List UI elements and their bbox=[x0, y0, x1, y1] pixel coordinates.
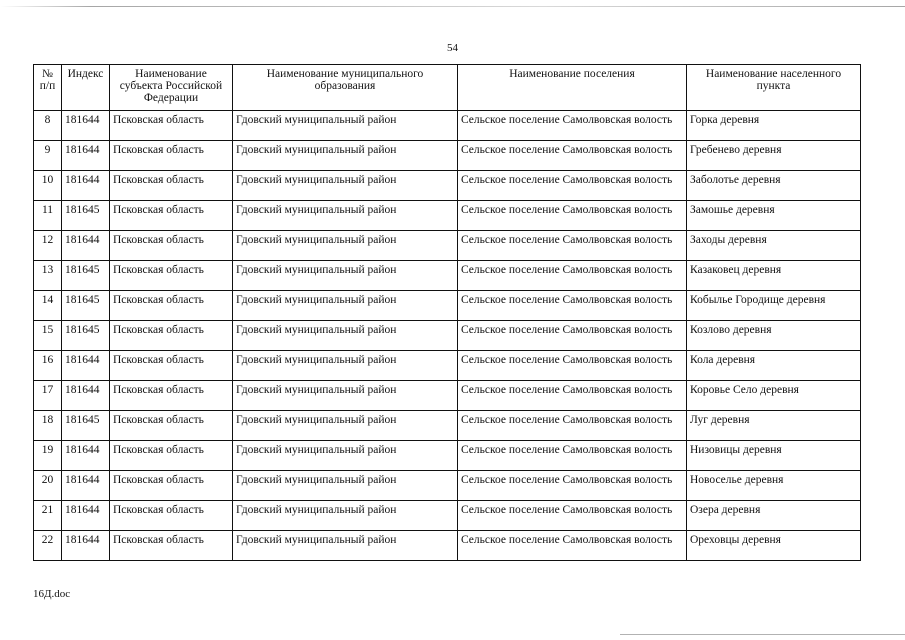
cell-number: 13 bbox=[34, 261, 62, 291]
header-subject: Наименование субъекта Российской Федерации bbox=[110, 65, 233, 111]
cell-index: 181645 bbox=[62, 321, 110, 351]
table-row bbox=[34, 201, 861, 231]
table-row bbox=[34, 441, 861, 471]
cell-subject: Псковская область bbox=[110, 441, 233, 471]
header-settlement: Наименование поселения bbox=[458, 65, 687, 111]
cell-subject: Псковская область bbox=[110, 171, 233, 201]
cell-settlement: Сельское поселение Самолвовская волость bbox=[458, 111, 687, 141]
cell-number: 21 bbox=[34, 501, 62, 531]
header-number: № п/п bbox=[34, 65, 62, 111]
cell-number: 19 bbox=[34, 441, 62, 471]
cell-number: 16 bbox=[34, 351, 62, 381]
cell-locality: Кобылье Городище деревня bbox=[687, 291, 861, 321]
cell-municipality: Гдовский муниципальный район bbox=[233, 471, 458, 501]
cell-subject: Псковская область bbox=[110, 201, 233, 231]
cell-settlement: Сельское поселение Самолвовская волость bbox=[458, 531, 687, 561]
table-row bbox=[34, 261, 861, 291]
cell-index: 181644 bbox=[62, 531, 110, 561]
cell-settlement: Сельское поселение Самолвовская волость bbox=[458, 291, 687, 321]
cell-number: 9 bbox=[34, 141, 62, 171]
cell-number: 11 bbox=[34, 201, 62, 231]
table-row bbox=[34, 321, 861, 351]
cell-index: 181644 bbox=[62, 141, 110, 171]
cell-subject: Псковская область bbox=[110, 351, 233, 381]
scan-edge-bottom bbox=[620, 634, 905, 635]
cell-locality: Новоселье деревня bbox=[687, 471, 861, 501]
cell-municipality: Гдовский муниципальный район bbox=[233, 171, 458, 201]
cell-settlement: Сельское поселение Самолвовская волость bbox=[458, 351, 687, 381]
cell-settlement: Сельское поселение Самолвовская волость bbox=[458, 471, 687, 501]
cell-settlement: Сельское поселение Самолвовская волость bbox=[458, 231, 687, 261]
cell-locality: Озера деревня bbox=[687, 501, 861, 531]
cell-index: 181644 bbox=[62, 471, 110, 501]
cell-index: 181644 bbox=[62, 171, 110, 201]
cell-municipality: Гдовский муниципальный район bbox=[233, 291, 458, 321]
cell-locality: Коровье Село деревня bbox=[687, 381, 861, 411]
table-row bbox=[34, 501, 861, 531]
footer-filename: 16Д.doc bbox=[33, 588, 71, 600]
header-locality: Наименование населенного пункта bbox=[687, 65, 861, 111]
cell-index: 181644 bbox=[62, 381, 110, 411]
cell-index: 181644 bbox=[62, 441, 110, 471]
cell-locality: Замошье деревня bbox=[687, 201, 861, 231]
cell-municipality: Гдовский муниципальный район bbox=[233, 231, 458, 261]
cell-number: 18 bbox=[34, 411, 62, 441]
cell-municipality: Гдовский муниципальный район bbox=[233, 201, 458, 231]
header-municipality: Наименование муниципального образования bbox=[233, 65, 458, 111]
table-row bbox=[34, 291, 861, 321]
cell-municipality: Гдовский муниципальный район bbox=[233, 501, 458, 531]
cell-number: 10 bbox=[34, 171, 62, 201]
cell-subject: Псковская область bbox=[110, 141, 233, 171]
cell-municipality: Гдовский муниципальный район bbox=[233, 321, 458, 351]
cell-settlement: Сельское поселение Самолвовская волость bbox=[458, 321, 687, 351]
cell-locality: Горка деревня bbox=[687, 111, 861, 141]
table-row bbox=[34, 231, 861, 261]
cell-index: 181644 bbox=[62, 111, 110, 141]
cell-subject: Псковская область bbox=[110, 471, 233, 501]
cell-settlement: Сельское поселение Самолвовская волость bbox=[458, 441, 687, 471]
table-row bbox=[34, 411, 861, 441]
cell-municipality: Гдовский муниципальный район bbox=[233, 141, 458, 171]
cell-index: 181645 bbox=[62, 201, 110, 231]
cell-subject: Псковская область bbox=[110, 381, 233, 411]
cell-subject: Псковская область bbox=[110, 111, 233, 141]
cell-number: 12 bbox=[34, 231, 62, 261]
cell-locality: Заболотье деревня bbox=[687, 171, 861, 201]
cell-index: 181645 bbox=[62, 261, 110, 291]
table-body bbox=[34, 111, 861, 561]
cell-settlement: Сельское поселение Самолвовская волость bbox=[458, 201, 687, 231]
cell-locality: Заходы деревня bbox=[687, 231, 861, 261]
cell-subject: Псковская область bbox=[110, 291, 233, 321]
header-index: Индекс bbox=[62, 65, 110, 111]
cell-number: 17 bbox=[34, 381, 62, 411]
cell-index: 181645 bbox=[62, 291, 110, 321]
cell-index: 181645 bbox=[62, 411, 110, 441]
page-number: 54 bbox=[447, 42, 458, 54]
cell-number: 22 bbox=[34, 531, 62, 561]
cell-subject: Псковская область bbox=[110, 321, 233, 351]
cell-number: 15 bbox=[34, 321, 62, 351]
cell-index: 181644 bbox=[62, 231, 110, 261]
table-row bbox=[34, 381, 861, 411]
cell-locality: Гребенево деревня bbox=[687, 141, 861, 171]
table-row bbox=[34, 471, 861, 501]
cell-locality: Ореховцы деревня bbox=[687, 531, 861, 561]
cell-municipality: Гдовский муниципальный район bbox=[233, 411, 458, 441]
cell-settlement: Сельское поселение Самолвовская волость bbox=[458, 261, 687, 291]
table-row bbox=[34, 141, 861, 171]
scan-edge-top bbox=[0, 6, 905, 7]
cell-locality: Кола деревня bbox=[687, 351, 861, 381]
cell-settlement: Сельское поселение Самолвовская волость bbox=[458, 171, 687, 201]
cell-subject: Псковская область bbox=[110, 231, 233, 261]
cell-locality: Козлово деревня bbox=[687, 321, 861, 351]
cell-index: 181644 bbox=[62, 351, 110, 381]
cell-municipality: Гдовский муниципальный район bbox=[233, 261, 458, 291]
cell-number: 20 bbox=[34, 471, 62, 501]
table-row bbox=[34, 111, 861, 141]
cell-subject: Псковская область bbox=[110, 411, 233, 441]
cell-subject: Псковская область bbox=[110, 501, 233, 531]
cell-settlement: Сельское поселение Самолвовская волость bbox=[458, 381, 687, 411]
cell-settlement: Сельское поселение Самолвовская волость bbox=[458, 141, 687, 171]
cell-subject: Псковская область bbox=[110, 261, 233, 291]
cell-municipality: Гдовский муниципальный район bbox=[233, 531, 458, 561]
table-header-row bbox=[34, 65, 861, 111]
cell-subject: Псковская область bbox=[110, 531, 233, 561]
cell-number: 8 bbox=[34, 111, 62, 141]
cell-municipality: Гдовский муниципальный район bbox=[233, 351, 458, 381]
cell-settlement: Сельское поселение Самолвовская волость bbox=[458, 411, 687, 441]
cell-municipality: Гдовский муниципальный район bbox=[233, 111, 458, 141]
cell-municipality: Гдовский муниципальный район bbox=[233, 441, 458, 471]
cell-number: 14 bbox=[34, 291, 62, 321]
table-row bbox=[34, 351, 861, 381]
cell-locality: Казаковец деревня bbox=[687, 261, 861, 291]
cell-locality: Низовицы деревня bbox=[687, 441, 861, 471]
table-row bbox=[34, 531, 861, 561]
cell-settlement: Сельское поселение Самолвовская волость bbox=[458, 501, 687, 531]
table-row bbox=[34, 171, 861, 201]
settlements-table bbox=[33, 64, 861, 561]
cell-locality: Луг деревня bbox=[687, 411, 861, 441]
cell-municipality: Гдовский муниципальный район bbox=[233, 381, 458, 411]
cell-index: 181644 bbox=[62, 501, 110, 531]
